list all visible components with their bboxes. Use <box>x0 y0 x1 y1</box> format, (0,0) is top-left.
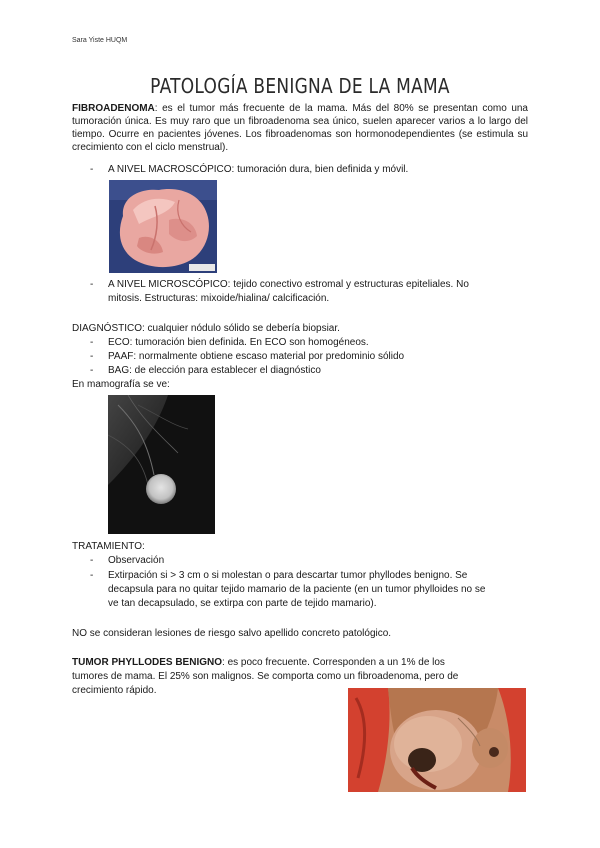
tratamiento-heading: TRATAMIENTO: <box>72 541 145 552</box>
phyllodes-text-1: : es poco frecuente. Corresponden a un 1% de los <box>222 657 445 668</box>
mammography-label: En mamografía se ve: <box>72 379 170 390</box>
page-title: PATOLOGÍA BENIGNA DE LA MAMA <box>150 74 450 98</box>
tratamiento-item-extirpacion-line-3: ve tan decapsulado, se extirpa con parte de tejido mamario). <box>108 598 377 609</box>
fibroadenoma-intro: : es el tumor más frecuente de la mama. Más del 80% se presentan como una tumoración única. Es muy raro que un fibroadenoma sea único, suelen aparecer varios a lo largo del tiempo. Ocurre en pacientes jóvenes. Los fibroadenomas son hormonodependientes (se estimula su crecimiento con el ciclo menstrual). <box>72 103 528 153</box>
tratamiento-item-extirpacion-line-2: decapsula para no quitar tejido mamario de la paciente (en un tumor phylloides no se <box>108 584 486 595</box>
bullet-dash: - <box>90 164 94 175</box>
author-header: Sara Yiste HUQM <box>72 37 128 44</box>
phyllodes-line-2: tumores de mama. El 25% son malignos. Se comporta como un fibroadenoma, pero de <box>72 671 459 682</box>
phyllodes-line-3: crecimiento rápido. <box>72 685 157 696</box>
bullet-dash: - <box>90 337 94 348</box>
micro-item-line-2: mitosis. Estructuras: mixoide/hialina/ calcificación. <box>108 293 330 304</box>
diagnostico-item-eco: ECO: tumoración bien definida. En ECO son homogéneos. <box>108 337 369 348</box>
tratamiento-item-extirpacion-line-1: Extirpación si > 3 cm o si molestan o para descartar tumor phyllodes benigno. Se <box>108 570 468 581</box>
phyllodes-line-1 <box>72 656 445 669</box>
diagnostico-item-paaf: PAAF: normalmente obtiene escaso material por predominio sólido <box>108 351 405 362</box>
macro-item: A NIVEL MACROSCÓPICO: tumoración dura, bien definida y móvil. <box>108 164 409 175</box>
bullet-dash: - <box>90 555 94 566</box>
fibroadenoma-paragraph <box>72 102 528 154</box>
bullet-dash: - <box>90 279 94 290</box>
fibroadenoma-specimen-image <box>109 180 217 273</box>
riesgo-note: NO se consideran lesiones de riesgo salvo apellido concreto patológico. <box>72 628 392 639</box>
phyllodes-term: TUMOR PHYLLODES BENIGNO <box>72 657 223 668</box>
phyllodes-clinical-photo <box>348 688 526 792</box>
diagnostico-heading: DIAGNÓSTICO: cualquier nódulo sólido se debería biopsiar. <box>72 323 340 334</box>
bullet-dash: - <box>90 351 94 362</box>
fibroadenoma-term: FIBROADENOMA <box>72 103 155 114</box>
diagnostico-item-bag: BAG: de elección para establecer el diagnóstico <box>108 365 321 376</box>
tratamiento-item-observacion: Observación <box>108 555 165 566</box>
bullet-dash: - <box>90 365 94 376</box>
mammogram-image <box>108 395 215 534</box>
micro-item-line-1: A NIVEL MICROSCÓPICO: tejido conectivo estromal y estructuras epiteliales. No <box>108 279 469 290</box>
bullet-dash: - <box>90 570 94 581</box>
